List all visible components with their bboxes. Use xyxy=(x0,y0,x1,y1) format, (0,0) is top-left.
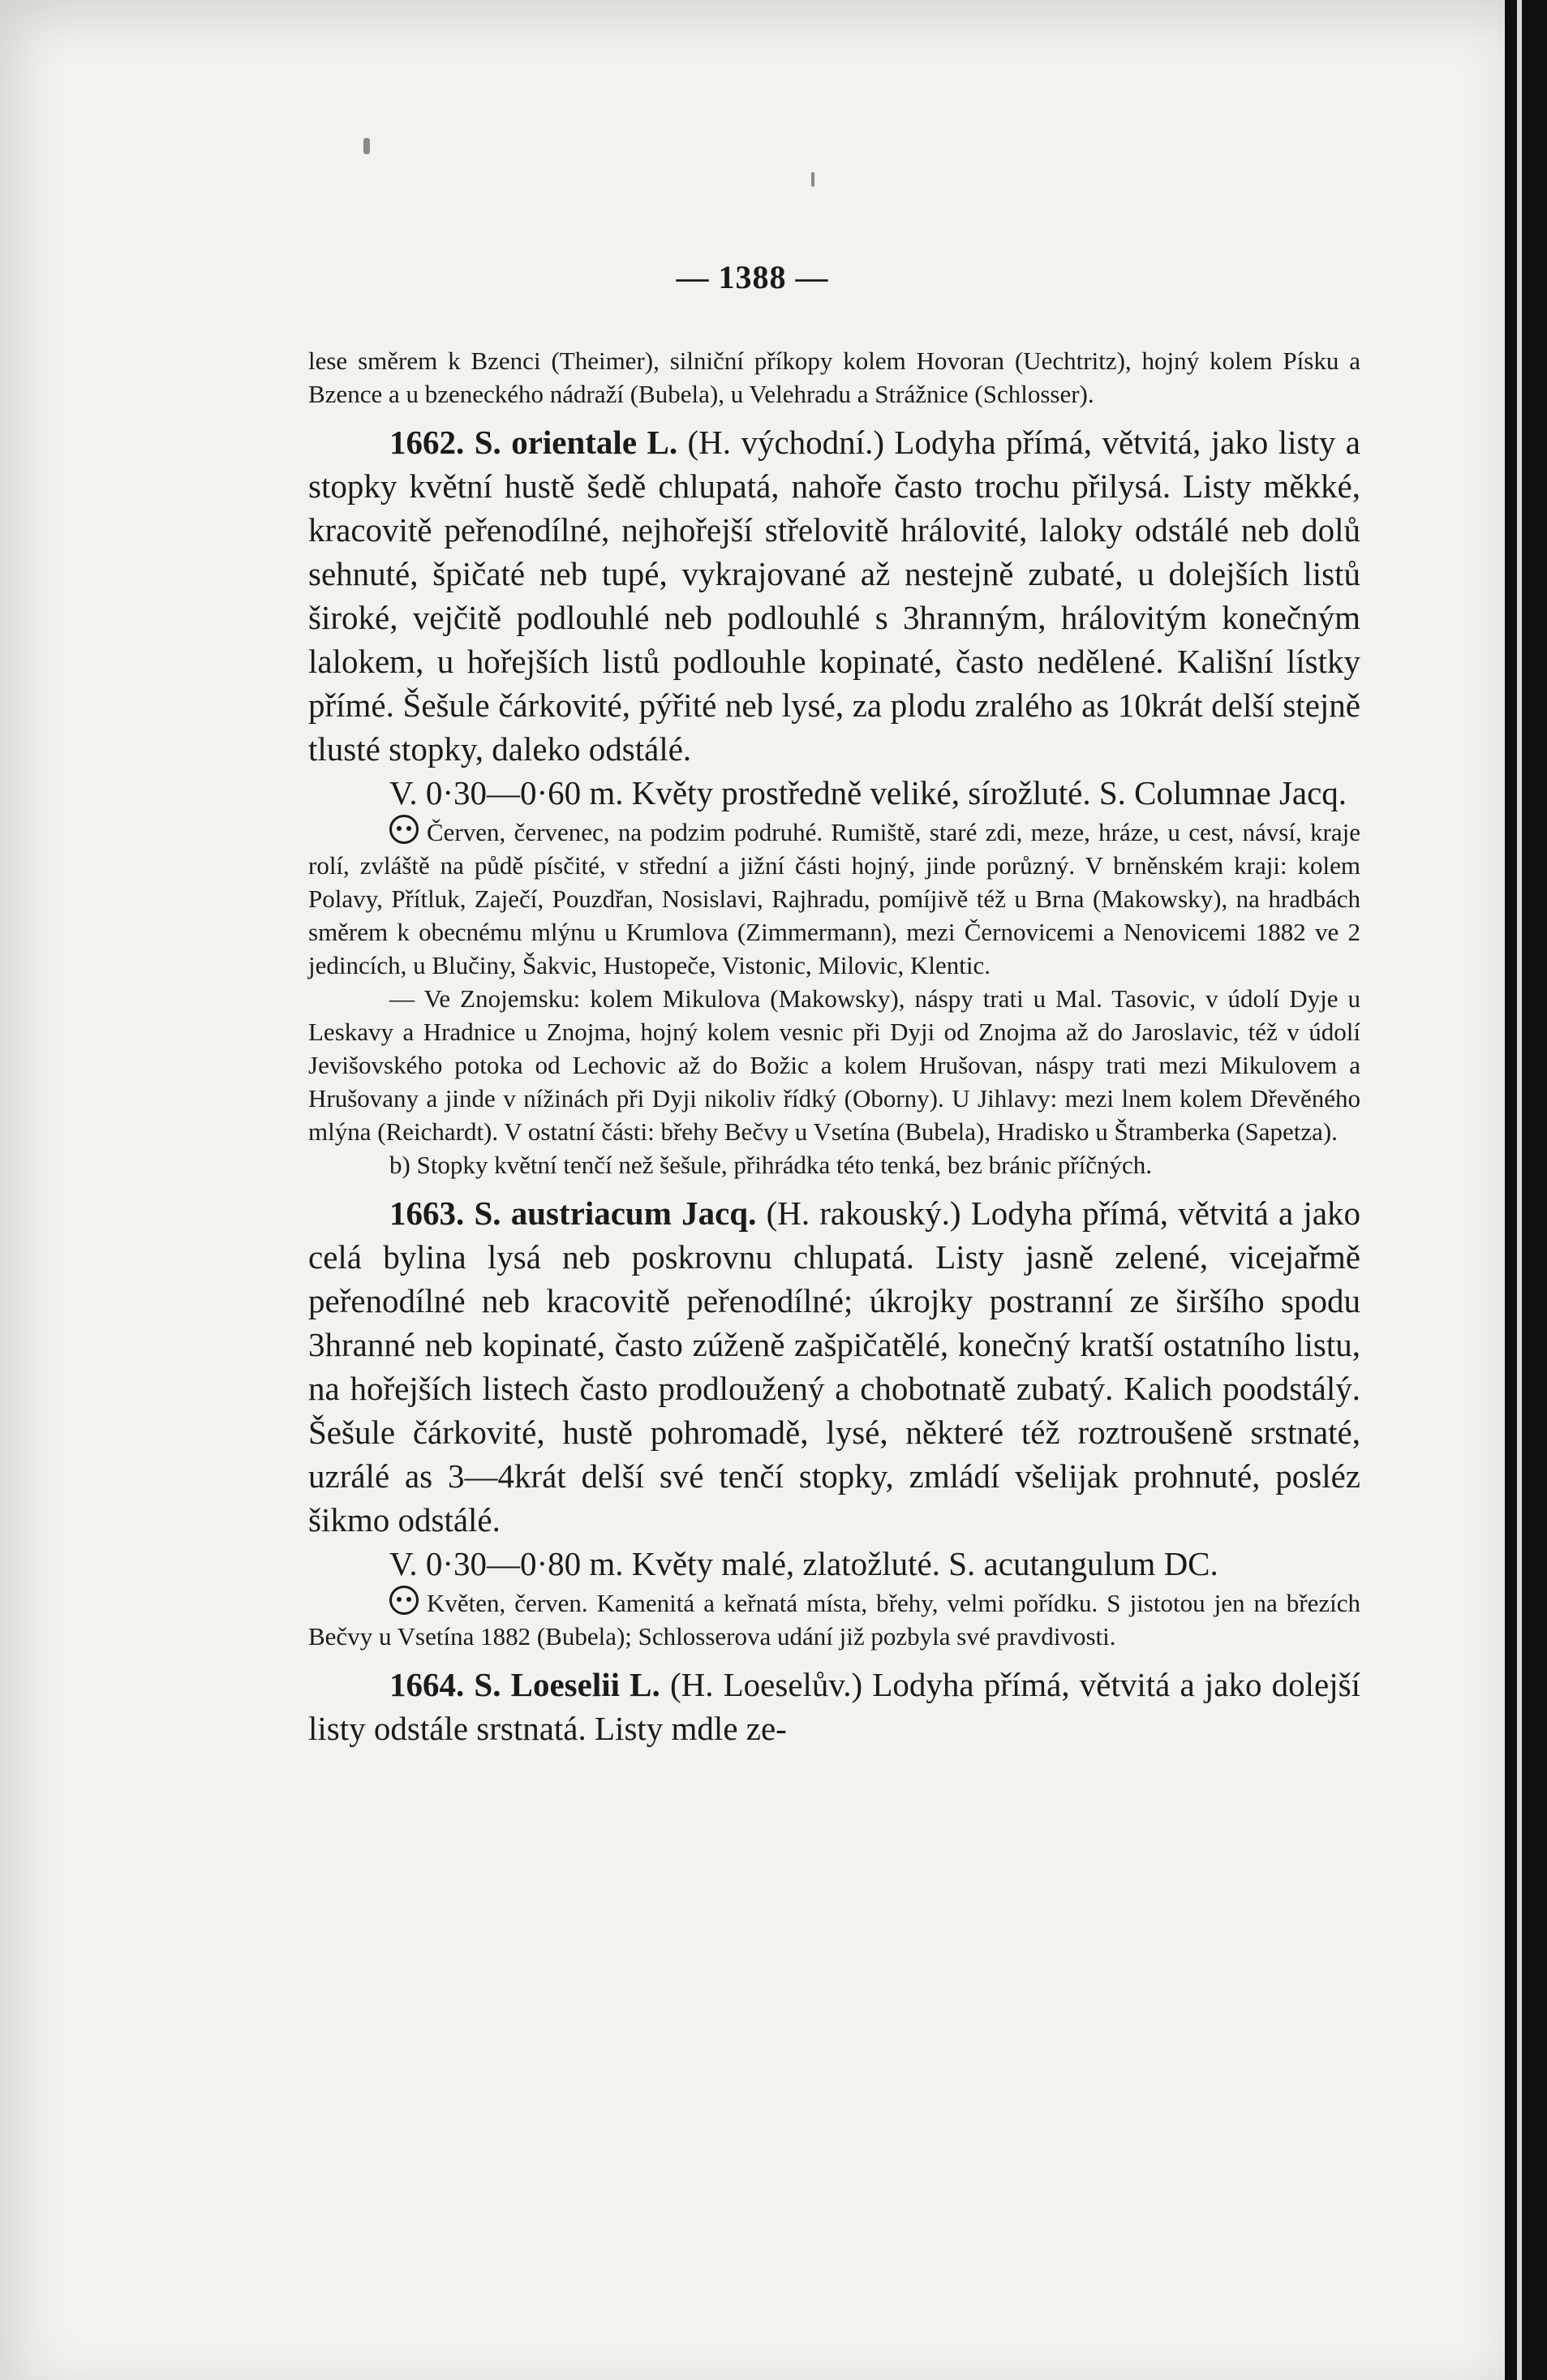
entry-1662-title: 1662. S. orientale L. xyxy=(389,424,678,461)
entry-1664-title: 1664. S. Loeselii L. xyxy=(389,1666,660,1703)
speck-mark xyxy=(811,172,814,187)
biennial-symbol-icon xyxy=(389,815,419,844)
entry-1664 xyxy=(308,1663,1360,1750)
entry-1662 xyxy=(308,420,1360,771)
entry-1663-title: 1663. S. austriacum Jacq. xyxy=(389,1194,757,1232)
entry-1663-text: (H. rakouský.) Lodyha přímá, větvitá a jako celá bylina lysá neb poskrovnu chlupatá. Listy jasně zelené, vicejařmě peřenodílné neb kracovitě peřenodílné; úkrojky postranní ze širšího spodu 3hranné neb kopinaté, často zúženě zašpičatělé, konečný kratší ostatního listu, na hořejších listech často prodloužený a chobotnatě zubatý. Kalich poodstálý. Šešule čárkovité, hustě pohromadě, lysé, některé též roztroušeně srstnaté, uzrálé as 3—4krát delší své tenčí stopky, zmládí všelijak prohnuté, posléz šikmo odstálé. xyxy=(308,1194,1361,1539)
intro-paragraph: lese směrem k Bzenci (Theimer), silniční příkopy kolem Hovoran (Uechtritz), hojný kolem Písku a Bzence a u bzeneckého nádraží (Bubela), u Velehradu a Strážnice (Schlosser). xyxy=(308,346,1360,408)
speck-mark xyxy=(363,138,370,154)
entry-1662-text: (H. východní.) Lodyha přímá, větvitá, jako listy a stopky květní hustě šedě chlupatá, nahoře často trochu přilysá. Listy měkké, kracovitě peřenodílné, nejhořejší střelovitě hrálovité, laloky odstálé neb dolů sehnuté, špičaté neb tupé, vykrajované až nestejně zubaté, u dolejších listů široké, vejčitě podlouhlé neb podlouhlé s 3hranným, hrálovitým konečným lalokem, u hořejších listů podlouhle kopinaté, často nedělené. Kališní lístky přímé. Šešule čárkovité, pýřité neb lysé, za plodu zralého as 10krát delší stejně tlusté stopky, daleko odstálé. xyxy=(308,424,1361,768)
page-number: — 1388 — xyxy=(676,259,829,295)
scan-edge-line xyxy=(1517,0,1522,2380)
scan-edge xyxy=(1505,0,1547,2380)
biennial-symbol-icon xyxy=(389,1586,419,1615)
entry-1662-habitat: Červen, červenec, na podzim podruhé. Rumiště, staré zdi, meze, hráze, u cest, návsí, kraje rolí, zvláště na půdě písčité, v střední a jižní části hojný, jinde porůzný. V brněnském kraji: kolem Polavy, Přítluk, Zaječí, Pouzdřan, Nosislavi, Rajhradu, pomíjivě též u Brna (Makowsky), na hradbách směrem k obecnému mlýnu u Krumlova (Zimmermann), mezi Černovicemi a Nenovicemi 1882 ve 2 jedincích, u Blučiny, Šakvic, Hustopeče, Vistonic, Milovic, Klentic. xyxy=(308,815,1360,982)
entry-1663-habitat: Květen, červen. Kamenitá a keřnatá místa, břehy, velmi pořídku. S jistotou jen na březích Bečvy u Vsetína 1882 (Bubela); Schlosserova udání již pozbyla své pravdivosti. xyxy=(308,1586,1360,1653)
entry-1662-size: V. 0·30—0·60 m. Květy prostředně veliké, sírožluté. S. Columnae Jacq. xyxy=(389,774,1347,811)
entry-1662-variety-b: b) Stopky květní tenčí než šešule, přihrádka této tenká, bez bránic příčných. xyxy=(389,1151,1153,1179)
text-block xyxy=(308,344,1360,1750)
entry-1663-size: V. 0·30—0·80 m. Květy malé, zlatožluté. S. acutangulum DC. xyxy=(389,1545,1218,1582)
entry-1663 xyxy=(308,1191,1360,1542)
entry-1662-habitat-2: — Ve Znojemsku: kolem Mikulova (Makowsky), náspy trati u Mal. Tasovic, v údolí Dyje u Leskavy a Hradnice u Znojma, hojný kolem vesnic při Dyji od Znojma až do Jaroslavic, též v údolí Jevišovského potoka od Lechovic až do Božic a kolem Hrušovan, náspy trati mezi Mikulovem a Hrušovany a jinde v nížinách při Dyji nikoliv řídký (Oborny). U Jihlavy: mezi lnem kolem Dřevěného mlýna (Reichardt). V ostatní části: břehy Bečvy u Vsetína (Bubela), Hradisko u Štramberka (Sapetza). xyxy=(308,984,1360,1146)
entry-1664-text: (H. Loeselův.) Lodyha přímá, větvitá a jako dolejší listy odstále srstnatá. Listy mdle ze- xyxy=(308,1666,1360,1747)
